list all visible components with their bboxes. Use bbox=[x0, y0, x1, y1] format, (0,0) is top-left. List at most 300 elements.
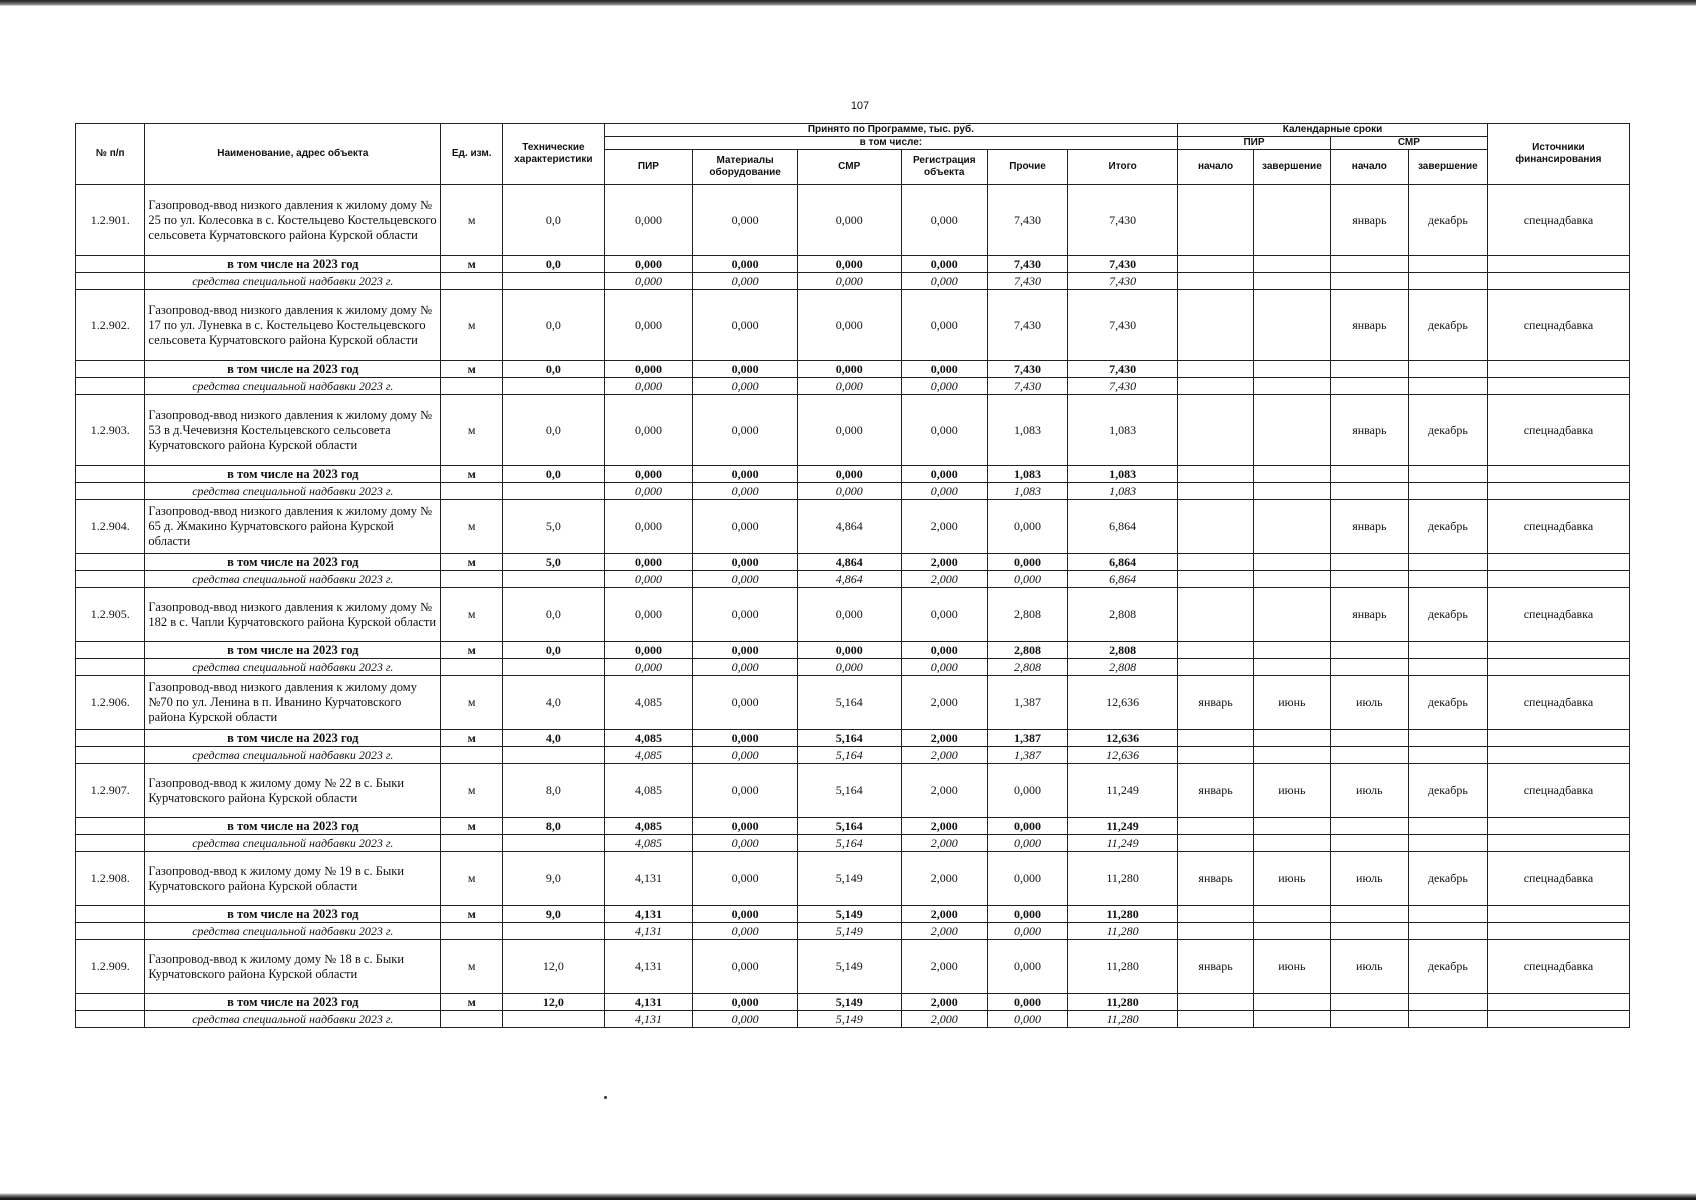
empty-cell bbox=[76, 361, 145, 378]
object-name: Газопровод-ввод низкого давления к жилому дому №70 по ул. Ленина в п. Иванино Курчатовского района Курской области bbox=[145, 676, 441, 730]
empty-cell bbox=[1178, 659, 1254, 676]
table-row bbox=[76, 852, 1630, 906]
empty-cell bbox=[1253, 378, 1330, 395]
table-row bbox=[76, 185, 1630, 256]
subtotal-total: 7,430 bbox=[1068, 256, 1178, 273]
funding-label: средства специальной надбавки 2023 г. bbox=[145, 273, 441, 290]
empty-cell bbox=[1178, 747, 1254, 764]
object-name: Газопровод-ввод низкого давления к жилому дому № 53 в д.Чечевизня Костельцевского сельсовета Курчатовского района Курской области bbox=[145, 395, 441, 466]
unit-cell: м bbox=[441, 290, 503, 361]
funding-label: средства специальной надбавки 2023 г. bbox=[145, 835, 441, 852]
empty-cell bbox=[1330, 923, 1408, 940]
subtotal-label: в том числе на 2023 год bbox=[145, 256, 441, 273]
source-cell: спецнадбавка bbox=[1487, 185, 1629, 256]
smr-start-cell: июль bbox=[1330, 764, 1408, 818]
table-row bbox=[76, 395, 1630, 466]
tech-cell: 8,0 bbox=[503, 764, 604, 818]
materials-cell: 0,000 bbox=[693, 852, 798, 906]
total-cell: 7,430 bbox=[1068, 290, 1178, 361]
pir-cell: 4,131 bbox=[604, 940, 693, 994]
smr-start-cell: январь bbox=[1330, 500, 1408, 554]
empty-cell bbox=[76, 642, 145, 659]
funding-total: 11,249 bbox=[1068, 835, 1178, 852]
subtotal-label: в том числе на 2023 год bbox=[145, 906, 441, 923]
pir-cell: 0,000 bbox=[604, 395, 693, 466]
subtotal-smr: 5,164 bbox=[797, 818, 901, 835]
empty-cell bbox=[1253, 361, 1330, 378]
empty-cell bbox=[1253, 642, 1330, 659]
subtotal-smr: 0,000 bbox=[797, 466, 901, 483]
empty-cell bbox=[1330, 466, 1408, 483]
subtotal-pir: 4,085 bbox=[604, 818, 693, 835]
empty-cell bbox=[1487, 659, 1629, 676]
tech-cell: 0,0 bbox=[503, 588, 604, 642]
subtotal-total: 11,280 bbox=[1068, 994, 1178, 1011]
empty-cell bbox=[1487, 554, 1629, 571]
other-cell: 0,000 bbox=[988, 500, 1068, 554]
subtotal-unit: м bbox=[441, 642, 503, 659]
empty-cell bbox=[1253, 554, 1330, 571]
empty-cell bbox=[1330, 361, 1408, 378]
object-name: Газопровод-ввод низкого давления к жилому дому № 17 по ул. Луневка в с. Костельцево Костельцевского сельсовета Курчатовского района Курской области bbox=[145, 290, 441, 361]
empty-cell bbox=[1487, 361, 1629, 378]
empty-cell bbox=[1487, 483, 1629, 500]
source-cell: спецнадбавка bbox=[1487, 290, 1629, 361]
tech-cell: 5,0 bbox=[503, 500, 604, 554]
subtotal-total: 11,249 bbox=[1068, 818, 1178, 835]
empty-cell bbox=[1253, 747, 1330, 764]
object-name: Газопровод-ввод низкого давления к жилому дому № 65 д. Жмакино Курчатовского района Курской области bbox=[145, 500, 441, 554]
empty-cell bbox=[503, 273, 604, 290]
funding-total: 7,430 bbox=[1068, 273, 1178, 290]
empty-cell bbox=[76, 571, 145, 588]
smr-start-cell: июль bbox=[1330, 676, 1408, 730]
smr-end-cell: декабрь bbox=[1408, 395, 1487, 466]
tech-cell: 0,0 bbox=[503, 185, 604, 256]
empty-cell bbox=[76, 466, 145, 483]
other-cell: 7,430 bbox=[988, 185, 1068, 256]
empty-cell bbox=[441, 483, 503, 500]
empty-cell bbox=[1330, 906, 1408, 923]
pir-start-cell bbox=[1178, 500, 1254, 554]
funding-label: средства специальной надбавки 2023 г. bbox=[145, 659, 441, 676]
subtotal-materials: 0,000 bbox=[693, 256, 798, 273]
tech-cell: 9,0 bbox=[503, 852, 604, 906]
materials-cell: 0,000 bbox=[693, 500, 798, 554]
smr-end-cell: декабрь bbox=[1408, 588, 1487, 642]
empty-cell bbox=[503, 483, 604, 500]
header-pir-start: начало bbox=[1178, 150, 1254, 185]
subtotal-other: 2,808 bbox=[988, 642, 1068, 659]
funding-smr: 5,164 bbox=[797, 835, 901, 852]
subtotal-tech: 4,0 bbox=[503, 730, 604, 747]
other-cell: 0,000 bbox=[988, 764, 1068, 818]
empty-cell bbox=[1408, 747, 1487, 764]
subtotal-registration: 2,000 bbox=[901, 730, 988, 747]
table-row bbox=[76, 764, 1630, 818]
funding-materials: 0,000 bbox=[693, 923, 798, 940]
materials-cell: 0,000 bbox=[693, 290, 798, 361]
subtotal-pir: 0,000 bbox=[604, 256, 693, 273]
total-cell: 11,280 bbox=[1068, 852, 1178, 906]
empty-cell bbox=[76, 256, 145, 273]
subtotal-registration: 2,000 bbox=[901, 994, 988, 1011]
header-tech: Технические характеристики bbox=[503, 124, 604, 185]
funding-row bbox=[76, 378, 1630, 395]
funding-registration: 2,000 bbox=[901, 747, 988, 764]
empty-cell bbox=[1330, 571, 1408, 588]
empty-cell bbox=[76, 730, 145, 747]
funding-registration: 2,000 bbox=[901, 1011, 988, 1028]
scan-dot bbox=[604, 1096, 607, 1099]
source-cell: спецнадбавка bbox=[1487, 764, 1629, 818]
empty-cell bbox=[1408, 642, 1487, 659]
smr-end-cell: декабрь bbox=[1408, 940, 1487, 994]
subtotal-label: в том числе на 2023 год bbox=[145, 642, 441, 659]
pir-end-cell bbox=[1253, 185, 1330, 256]
pir-cell: 0,000 bbox=[604, 185, 693, 256]
subtotal-label: в том числе на 2023 год bbox=[145, 730, 441, 747]
funding-smr: 5,149 bbox=[797, 1011, 901, 1028]
funding-materials: 0,000 bbox=[693, 659, 798, 676]
header-pir-end: завершение bbox=[1253, 150, 1330, 185]
empty-cell bbox=[1408, 256, 1487, 273]
subtotal-pir: 0,000 bbox=[604, 554, 693, 571]
subtotal-total: 7,430 bbox=[1068, 361, 1178, 378]
empty-cell bbox=[76, 747, 145, 764]
funding-registration: 0,000 bbox=[901, 378, 988, 395]
table-row bbox=[76, 588, 1630, 642]
total-cell: 12,636 bbox=[1068, 676, 1178, 730]
empty-cell bbox=[1253, 466, 1330, 483]
subtotal-other: 0,000 bbox=[988, 906, 1068, 923]
empty-cell bbox=[1178, 906, 1254, 923]
funding-pir: 4,131 bbox=[604, 1011, 693, 1028]
subtotal-unit: м bbox=[441, 818, 503, 835]
empty-cell bbox=[1487, 923, 1629, 940]
empty-cell bbox=[76, 923, 145, 940]
subtotal-smr: 5,164 bbox=[797, 730, 901, 747]
scan-edge-bottom bbox=[0, 1193, 1696, 1200]
empty-cell bbox=[1178, 818, 1254, 835]
empty-cell bbox=[1487, 642, 1629, 659]
subtotal-label: в том числе на 2023 год bbox=[145, 994, 441, 1011]
funding-total: 7,430 bbox=[1068, 378, 1178, 395]
subtotal-smr: 5,149 bbox=[797, 906, 901, 923]
subtotal-smr: 4,864 bbox=[797, 554, 901, 571]
empty-cell bbox=[503, 747, 604, 764]
empty-cell bbox=[503, 923, 604, 940]
header-including: в том числе: bbox=[604, 137, 1178, 150]
smr-cell: 0,000 bbox=[797, 185, 901, 256]
subtotal-tech: 5,0 bbox=[503, 554, 604, 571]
empty-cell bbox=[1408, 571, 1487, 588]
funding-total: 1,083 bbox=[1068, 483, 1178, 500]
empty-cell bbox=[1253, 571, 1330, 588]
pir-cell: 0,000 bbox=[604, 588, 693, 642]
subtotal-registration: 0,000 bbox=[901, 256, 988, 273]
pir-end-cell: июнь bbox=[1253, 764, 1330, 818]
pir-end-cell: июнь bbox=[1253, 940, 1330, 994]
registration-cell: 0,000 bbox=[901, 185, 988, 256]
empty-cell bbox=[441, 835, 503, 852]
funding-other: 7,430 bbox=[988, 273, 1068, 290]
table-row bbox=[76, 676, 1630, 730]
unit-cell: м bbox=[441, 500, 503, 554]
header-total: Итого bbox=[1068, 150, 1178, 185]
header-smr-end: завершение bbox=[1408, 150, 1487, 185]
funding-pir: 4,085 bbox=[604, 835, 693, 852]
empty-cell bbox=[1408, 1011, 1487, 1028]
empty-cell bbox=[76, 554, 145, 571]
empty-cell bbox=[1253, 1011, 1330, 1028]
funding-total: 12,636 bbox=[1068, 747, 1178, 764]
empty-cell bbox=[1178, 483, 1254, 500]
subtotal-row bbox=[76, 256, 1630, 273]
subtotal-tech: 12,0 bbox=[503, 994, 604, 1011]
funding-total: 11,280 bbox=[1068, 1011, 1178, 1028]
subtotal-tech: 0,0 bbox=[503, 361, 604, 378]
empty-cell bbox=[1408, 378, 1487, 395]
subtotal-unit: м bbox=[441, 730, 503, 747]
header-cal-smr: СМР bbox=[1330, 137, 1487, 150]
subtotal-label: в том числе на 2023 год bbox=[145, 818, 441, 835]
empty-cell bbox=[1408, 361, 1487, 378]
subtotal-other: 0,000 bbox=[988, 554, 1068, 571]
other-cell: 0,000 bbox=[988, 940, 1068, 994]
empty-cell bbox=[441, 273, 503, 290]
funding-smr: 4,864 bbox=[797, 571, 901, 588]
subtotal-registration: 0,000 bbox=[901, 466, 988, 483]
materials-cell: 0,000 bbox=[693, 395, 798, 466]
funding-registration: 0,000 bbox=[901, 659, 988, 676]
row-number: 1.2.907. bbox=[76, 764, 145, 818]
funding-pir: 4,085 bbox=[604, 747, 693, 764]
subtotal-materials: 0,000 bbox=[693, 994, 798, 1011]
empty-cell bbox=[1178, 642, 1254, 659]
funding-smr: 0,000 bbox=[797, 378, 901, 395]
funding-registration: 0,000 bbox=[901, 273, 988, 290]
empty-cell bbox=[1408, 906, 1487, 923]
empty-cell bbox=[1330, 273, 1408, 290]
subtotal-total: 2,808 bbox=[1068, 642, 1178, 659]
row-number: 1.2.908. bbox=[76, 852, 145, 906]
row-number: 1.2.904. bbox=[76, 500, 145, 554]
empty-cell bbox=[1487, 835, 1629, 852]
subtotal-unit: м bbox=[441, 994, 503, 1011]
funding-other: 0,000 bbox=[988, 923, 1068, 940]
empty-cell bbox=[1253, 730, 1330, 747]
funding-label: средства специальной надбавки 2023 г. bbox=[145, 1011, 441, 1028]
scan-edge-top bbox=[0, 0, 1696, 6]
subtotal-materials: 0,000 bbox=[693, 818, 798, 835]
empty-cell bbox=[1330, 378, 1408, 395]
empty-cell bbox=[503, 378, 604, 395]
smr-cell: 5,164 bbox=[797, 764, 901, 818]
funding-row bbox=[76, 659, 1630, 676]
source-cell: спецнадбавка bbox=[1487, 940, 1629, 994]
empty-cell bbox=[76, 906, 145, 923]
source-cell: спецнадбавка bbox=[1487, 852, 1629, 906]
source-cell: спецнадбавка bbox=[1487, 500, 1629, 554]
subtotal-tech: 9,0 bbox=[503, 906, 604, 923]
empty-cell bbox=[1408, 483, 1487, 500]
funding-materials: 0,000 bbox=[693, 835, 798, 852]
subtotal-pir: 0,000 bbox=[604, 466, 693, 483]
subtotal-materials: 0,000 bbox=[693, 730, 798, 747]
subtotal-row bbox=[76, 994, 1630, 1011]
funding-row bbox=[76, 923, 1630, 940]
registration-cell: 2,000 bbox=[901, 500, 988, 554]
header-calendar: Календарные сроки bbox=[1178, 124, 1488, 137]
funding-pir: 4,131 bbox=[604, 923, 693, 940]
subtotal-other: 7,430 bbox=[988, 361, 1068, 378]
empty-cell bbox=[1253, 256, 1330, 273]
header-name: Наименование, адрес объекта bbox=[145, 124, 441, 185]
empty-cell bbox=[76, 273, 145, 290]
other-cell: 1,387 bbox=[988, 676, 1068, 730]
funding-row bbox=[76, 835, 1630, 852]
empty-cell bbox=[1487, 747, 1629, 764]
smr-start-cell: январь bbox=[1330, 185, 1408, 256]
funding-label: средства специальной надбавки 2023 г. bbox=[145, 571, 441, 588]
empty-cell bbox=[1330, 554, 1408, 571]
empty-cell bbox=[1487, 994, 1629, 1011]
funding-other: 0,000 bbox=[988, 1011, 1068, 1028]
funding-row bbox=[76, 483, 1630, 500]
unit-cell: м bbox=[441, 588, 503, 642]
empty-cell bbox=[503, 835, 604, 852]
subtotal-registration: 2,000 bbox=[901, 818, 988, 835]
other-cell: 1,083 bbox=[988, 395, 1068, 466]
empty-cell bbox=[1178, 361, 1254, 378]
empty-cell bbox=[1408, 818, 1487, 835]
pir-end-cell bbox=[1253, 290, 1330, 361]
unit-cell: м bbox=[441, 764, 503, 818]
smr-cell: 5,149 bbox=[797, 940, 901, 994]
empty-cell bbox=[1330, 747, 1408, 764]
total-cell: 1,083 bbox=[1068, 395, 1178, 466]
funding-other: 0,000 bbox=[988, 835, 1068, 852]
funding-materials: 0,000 bbox=[693, 273, 798, 290]
empty-cell bbox=[1330, 835, 1408, 852]
funding-other: 1,083 bbox=[988, 483, 1068, 500]
pir-end-cell bbox=[1253, 395, 1330, 466]
tech-cell: 0,0 bbox=[503, 395, 604, 466]
smr-cell: 0,000 bbox=[797, 290, 901, 361]
subtotal-other: 0,000 bbox=[988, 994, 1068, 1011]
subtotal-label: в том числе на 2023 год bbox=[145, 466, 441, 483]
funding-registration: 2,000 bbox=[901, 571, 988, 588]
subtotal-materials: 0,000 bbox=[693, 642, 798, 659]
funding-pir: 0,000 bbox=[604, 571, 693, 588]
registration-cell: 2,000 bbox=[901, 764, 988, 818]
row-number: 1.2.909. bbox=[76, 940, 145, 994]
source-cell: спецнадбавка bbox=[1487, 676, 1629, 730]
empty-cell bbox=[76, 994, 145, 1011]
object-name: Газопровод-ввод низкого давления к жилому дому № 25 по ул. Колесовка в с. Костельцево Костельцевского сельсовета Курчатовского района Курской области bbox=[145, 185, 441, 256]
subtotal-registration: 0,000 bbox=[901, 361, 988, 378]
funding-smr: 5,164 bbox=[797, 747, 901, 764]
empty-cell bbox=[1253, 483, 1330, 500]
smr-start-cell: январь bbox=[1330, 290, 1408, 361]
materials-cell: 0,000 bbox=[693, 676, 798, 730]
empty-cell bbox=[1408, 466, 1487, 483]
empty-cell bbox=[1408, 659, 1487, 676]
smr-end-cell: декабрь bbox=[1408, 185, 1487, 256]
funding-smr: 0,000 bbox=[797, 483, 901, 500]
empty-cell bbox=[1408, 923, 1487, 940]
empty-cell bbox=[76, 659, 145, 676]
funding-pir: 0,000 bbox=[604, 378, 693, 395]
subtotal-row bbox=[76, 906, 1630, 923]
funding-pir: 0,000 bbox=[604, 483, 693, 500]
pir-end-cell: июнь bbox=[1253, 676, 1330, 730]
registration-cell: 2,000 bbox=[901, 852, 988, 906]
object-name: Газопровод-ввод к жилому дому № 18 в с. Быки Курчатовского района Курской области bbox=[145, 940, 441, 994]
empty-cell bbox=[1487, 906, 1629, 923]
empty-cell bbox=[1253, 818, 1330, 835]
header-smr: СМР bbox=[797, 150, 901, 185]
empty-cell bbox=[503, 571, 604, 588]
funding-label: средства специальной надбавки 2023 г. bbox=[145, 483, 441, 500]
subtotal-pir: 4,085 bbox=[604, 730, 693, 747]
subtotal-row bbox=[76, 730, 1630, 747]
funding-smr: 0,000 bbox=[797, 273, 901, 290]
pir-start-cell bbox=[1178, 588, 1254, 642]
subtotal-pir: 0,000 bbox=[604, 642, 693, 659]
funding-other: 1,387 bbox=[988, 747, 1068, 764]
empty-cell bbox=[1330, 730, 1408, 747]
subtotal-total: 11,280 bbox=[1068, 906, 1178, 923]
empty-cell bbox=[1178, 554, 1254, 571]
tech-cell: 0,0 bbox=[503, 290, 604, 361]
header-other: Прочие bbox=[988, 150, 1068, 185]
total-cell: 11,280 bbox=[1068, 940, 1178, 994]
empty-cell bbox=[1408, 554, 1487, 571]
unit-cell: м bbox=[441, 676, 503, 730]
pir-cell: 0,000 bbox=[604, 290, 693, 361]
funding-registration: 2,000 bbox=[901, 835, 988, 852]
object-name: Газопровод-ввод к жилому дому № 19 в с. Быки Курчатовского района Курской области bbox=[145, 852, 441, 906]
subtotal-tech: 0,0 bbox=[503, 256, 604, 273]
empty-cell bbox=[441, 923, 503, 940]
subtotal-registration: 2,000 bbox=[901, 906, 988, 923]
subtotal-pir: 4,131 bbox=[604, 994, 693, 1011]
table-row bbox=[76, 290, 1630, 361]
empty-cell bbox=[76, 1011, 145, 1028]
subtotal-tech: 0,0 bbox=[503, 466, 604, 483]
empty-cell bbox=[1178, 835, 1254, 852]
header-registration: Регистрация объекта bbox=[901, 150, 988, 185]
funding-pir: 0,000 bbox=[604, 659, 693, 676]
smr-start-cell: январь bbox=[1330, 395, 1408, 466]
subtotal-row bbox=[76, 466, 1630, 483]
empty-cell bbox=[441, 659, 503, 676]
empty-cell bbox=[1178, 923, 1254, 940]
header-materials: Материалы оборудование bbox=[693, 150, 798, 185]
pir-start-cell bbox=[1178, 185, 1254, 256]
empty-cell bbox=[1178, 994, 1254, 1011]
smr-end-cell: декабрь bbox=[1408, 852, 1487, 906]
registration-cell: 2,000 bbox=[901, 940, 988, 994]
empty-cell bbox=[1253, 923, 1330, 940]
subtotal-pir: 4,131 bbox=[604, 906, 693, 923]
funding-smr: 5,149 bbox=[797, 923, 901, 940]
subtotal-label: в том числе на 2023 год bbox=[145, 554, 441, 571]
subtotal-other: 0,000 bbox=[988, 818, 1068, 835]
empty-cell bbox=[1253, 906, 1330, 923]
